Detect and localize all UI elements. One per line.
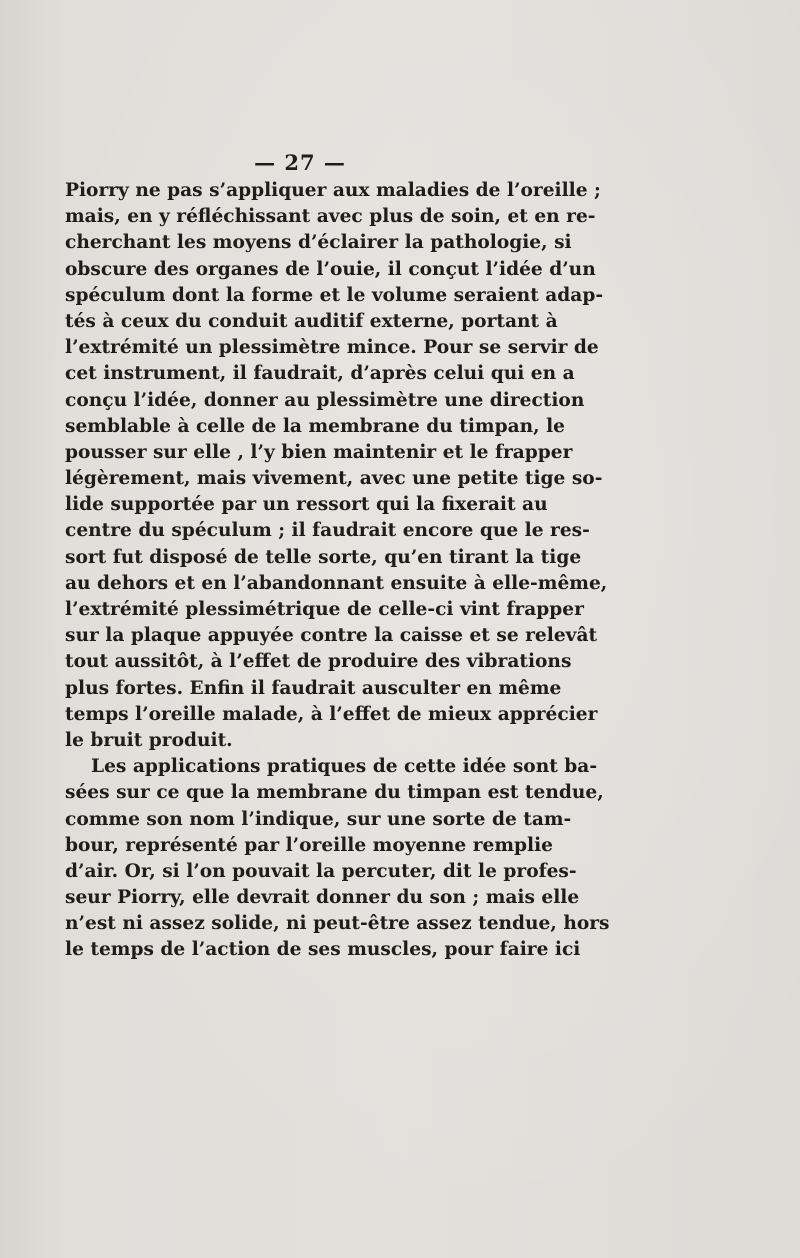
text-line: Les applications pratiques de cette idée sont ba-	[91, 756, 598, 778]
text-line: au dehors et en l’abandonnant ensuite à elle-même,	[65, 572, 608, 594]
text-line: plus fortes. Enfin il faudrait ausculter en même	[65, 677, 562, 699]
text-line: cet instrument, il faudrait, d’après celui qui en a	[65, 363, 575, 385]
text-line: obscure des organes de l’ouie, il conçut l’idée d’un	[65, 258, 596, 280]
text-line: cherchant les moyens d’éclairer la pathologie, si	[65, 232, 572, 254]
text-line: sort fut disposé de telle sorte, qu’en tirant la tige	[65, 546, 582, 568]
text-line: mais, en y réfléchissant avec plus de soin, et en re-	[65, 206, 596, 228]
text-line: légèrement, mais vivement, avec une petite tige so-	[65, 468, 603, 490]
text-line: tout aussitôt, à l’effet de produire des vibrations	[65, 651, 572, 673]
body-text	[65, 178, 610, 964]
text-line: l’extrémité plessimétrique de celle-ci vint frapper	[65, 599, 584, 620]
text-line: n’est ni assez solide, ni peut-être assez tendue, hors	[65, 913, 610, 935]
text-line: centre du spéculum ; il faudrait encore que le res-	[65, 520, 590, 542]
text-line: tés à ceux du conduit auditif externe, portant à	[65, 310, 558, 332]
text-line: temps l’oreille malade, à l’effet de mieux apprécier	[65, 703, 598, 725]
text-line: sées sur ce que la membrane du timpan est tendue,	[65, 782, 604, 804]
text-line: conçu l’idée, donner au plessimètre une direction	[65, 389, 585, 411]
page-number: — 27 —	[254, 150, 346, 175]
text-line: lide supportée par un ressort qui la fixerait au	[65, 494, 548, 516]
text-line: comme son nom l’indique, sur une sorte de tam-	[65, 808, 572, 830]
text-line: le temps de l’action de ses muscles, pour faire ici	[65, 939, 581, 961]
text-line: pousser sur elle , l’y bien maintenir et le frapper	[65, 441, 573, 463]
text-line: d’air. Or, si l’on pouvait la percuter, dit le profes-	[65, 860, 577, 882]
text-line: Piorry ne pas s’appliquer aux maladies de l’oreille ;	[65, 180, 601, 201]
text-line: sur la plaque appuyée contre la caisse et se relevât	[65, 625, 598, 647]
text-line: spéculum dont la forme et le volume seraient adap-	[65, 284, 604, 306]
text-line: bour, représenté par l’oreille moyenne remplie	[65, 834, 553, 856]
text-line: semblable à celle de la membrane du timpan, le	[65, 415, 566, 437]
text-line: seur Piorry, elle devrait donner du son ; mais elle	[65, 887, 580, 909]
text-line: l’extrémité un plessimètre mince. Pour se servir de	[65, 337, 599, 359]
text-line: le bruit produit.	[65, 729, 233, 751]
